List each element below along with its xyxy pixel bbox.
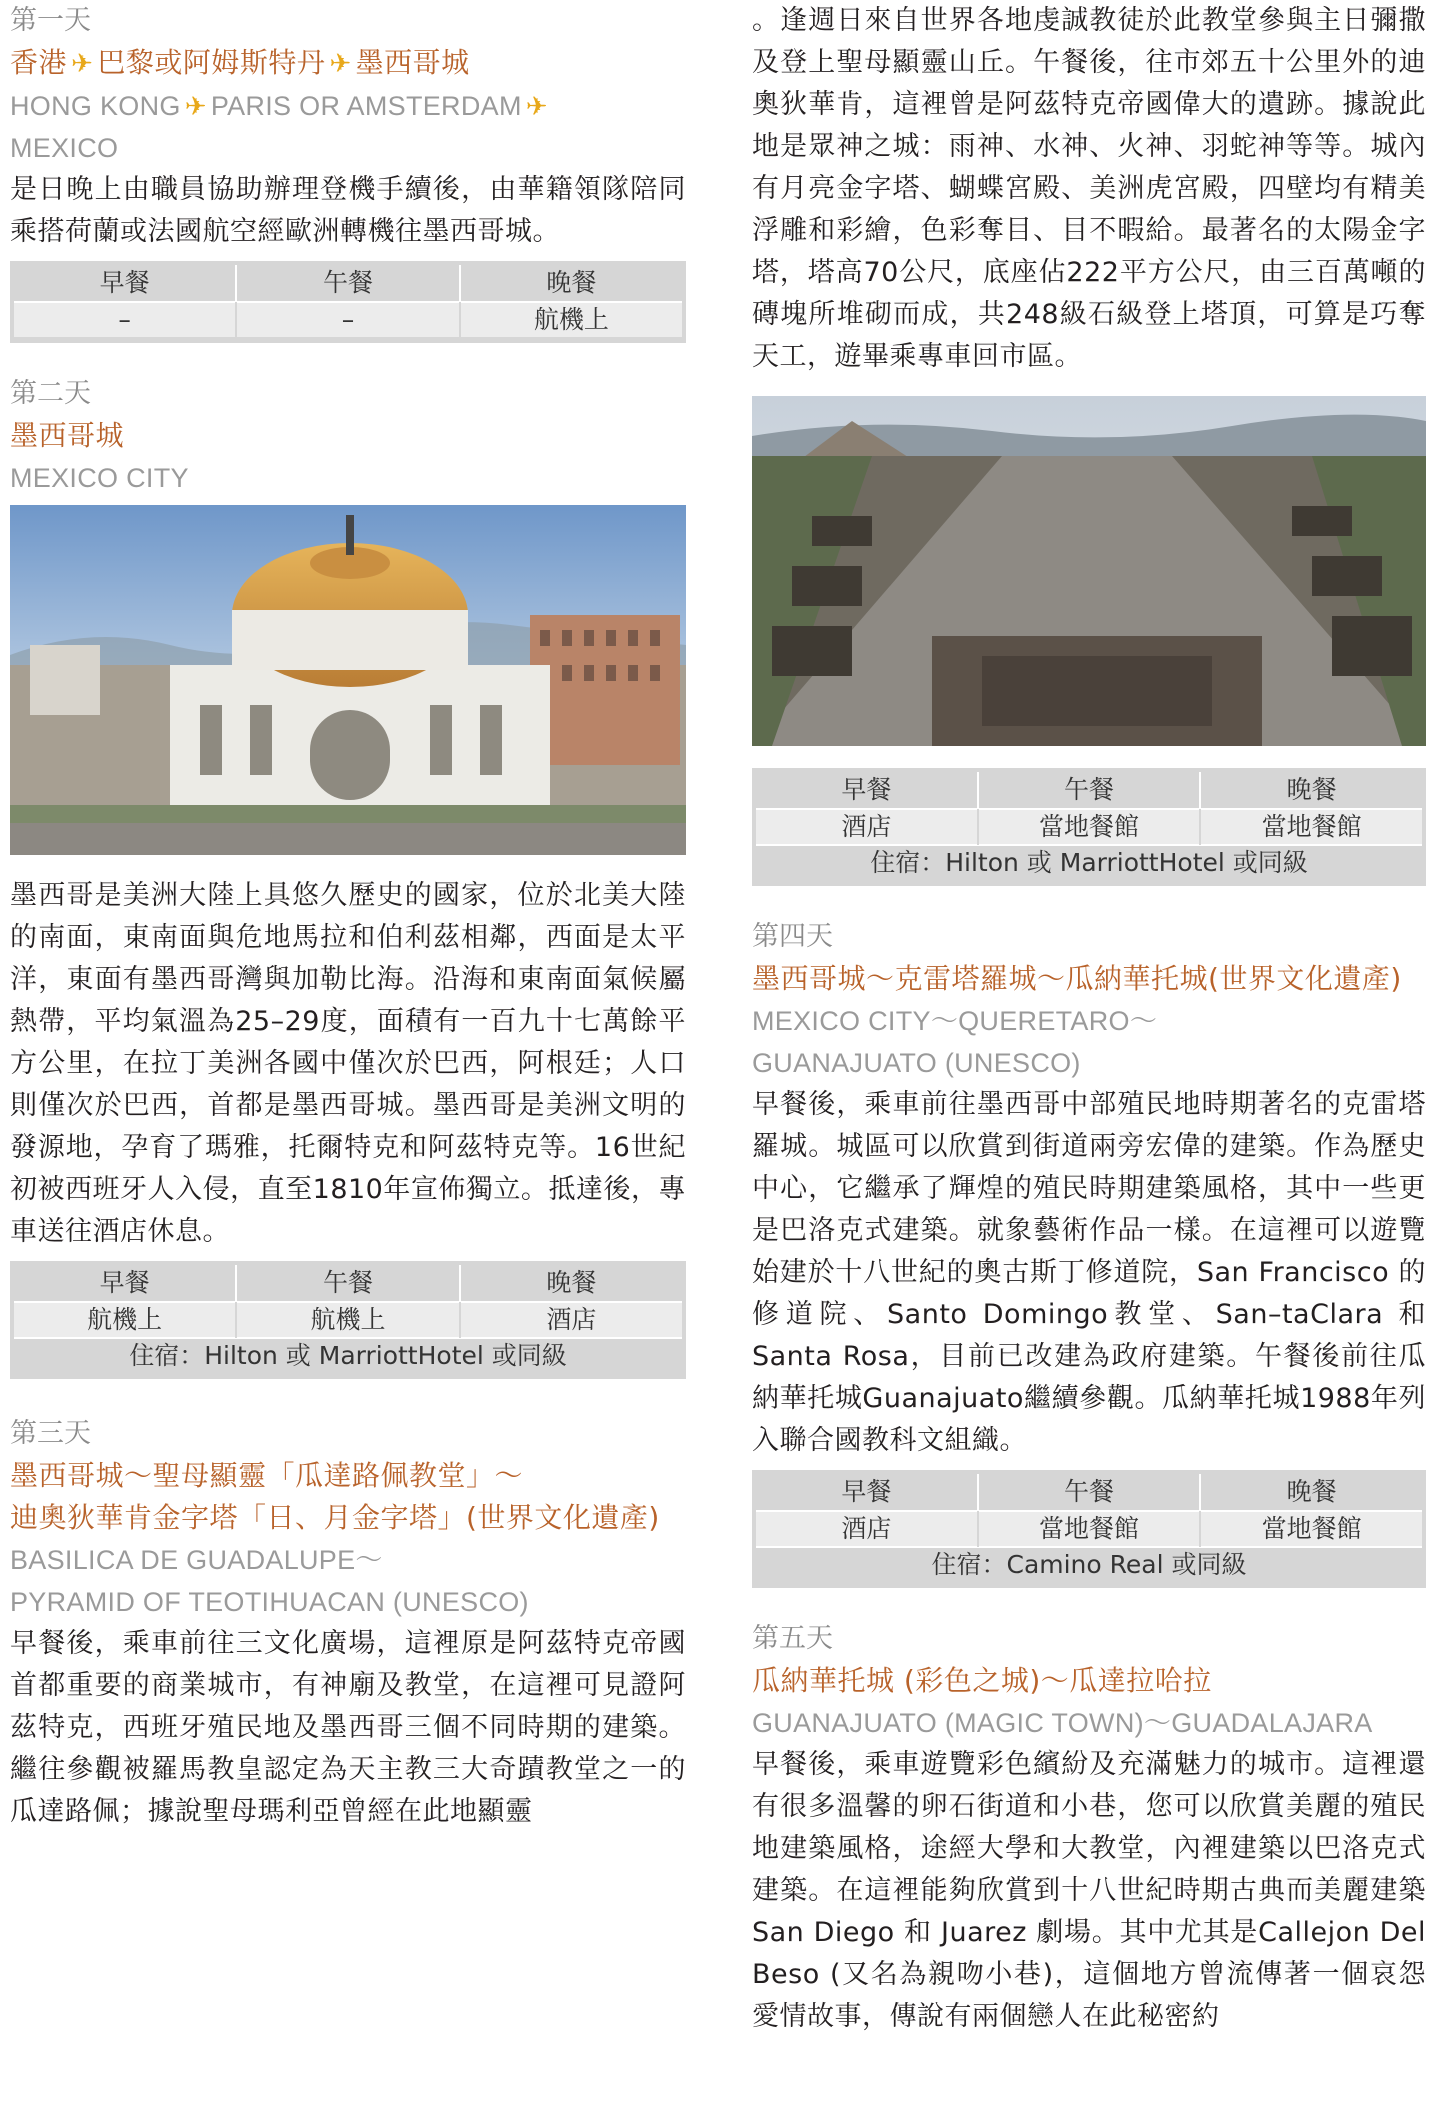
route-stop: 香港 — [10, 46, 68, 79]
meal-header: 午餐 — [235, 265, 458, 301]
day1-route-en — [10, 85, 686, 127]
route-stop: 墨西哥城 — [355, 46, 470, 79]
day1-section — [10, 0, 686, 343]
right-column — [752, 0, 1426, 2038]
meal-value: 當地餐館 — [1199, 809, 1422, 845]
meal-header: 午餐 — [977, 1474, 1200, 1510]
day1-body: 是日晚上由職員協助辦理登機手續後，由華籍領隊陪同乘搭荷蘭或法國航空經歐洲轉機往墨西哥城。 — [10, 174, 686, 247]
teotihuacan-photo — [752, 396, 1426, 746]
meal-header: 早餐 — [841, 1477, 892, 1506]
day3-body: 早餐後，乘車前往三文化廣場，這裡原是阿茲特克帝國首都重要的商業城市，有神廟及教堂，在這裡可見證阿茲特克，西班牙殖民地及墨西哥三個不同時期的建築。繼往參觀被羅馬教皇認定為天主教三大奇蹟教堂之一的瓜達路佩；據說聖母瑪利亞曾經在此地顯靈 — [10, 1628, 686, 1827]
palacio-illustration — [10, 505, 686, 855]
meal-value: 當地餐館 — [977, 1511, 1200, 1547]
day2-body: 墨西哥是美洲大陸上具悠久歷史的國家，位於北美大陸的南面，東南面與危地馬拉和伯利茲相鄰，西面是太平洋，東面有墨西哥灣與加勒比海。沿海和東南面氣候屬熱帶，平均氣溫為25–29度，面積有一百九十七萬餘平方公里，在拉丁美洲各國中僅次於巴西，阿根廷；人口則僅次於巴西，首都是墨西哥城。墨西哥是美洲文明的發源地，孕育了瑪雅，托爾特克和阿茲特克等。16世紀初被西班牙人入侵，直至1810年宣佈獨立。抵達後，專車送往酒店休息。 — [10, 880, 686, 1247]
day2-section — [10, 373, 686, 1379]
day3-body-continued: 。逢週日來自世界各地虔誠教徒於此教堂參與主日彌撒及登上聖母顯靈山丘。午餐後，往市郊五十公里外的迪奧狄華肯，這裡曾是阿茲特克帝國偉大的遺跡。據說此地是眾神之城：雨神、水神、火神、羽蛇神等等。城內有月亮金字塔、蝴蝶宮殿、美洲虎宮殿，四壁均有精美浮雕和彩繪，色彩奪目、目不暇給。最著名的太陽金字塔，塔高70公尺，底座佔222平方公尺，由三百萬噸的磚塊所堆砌而成，共248級石級登上塔頂，可算是巧奪天工，遊畢乘專車回市區。 — [752, 5, 1426, 372]
accommodation-text: 住宿：Camino Real 或同級 — [931, 1550, 1247, 1579]
airplane-icon: ✈ — [71, 49, 94, 79]
day1-route-en-2: MEXICO — [10, 133, 119, 163]
meal-header: 晚餐 — [1199, 772, 1422, 808]
day3-title-cn-2: 迪奧狄華肯金字塔「日、月金字塔」(世界文化遺產) — [10, 1501, 660, 1534]
meal-value: 酒店 — [841, 1514, 892, 1543]
day5-title-cn: 瓜納華托城 (彩色之城)～瓜達拉哈拉 — [752, 1664, 1212, 1697]
airplane-icon: ✈ — [525, 91, 548, 121]
day5-title-en: GUANAJUATO (MAGIC TOWN)～GUADALAJARA — [752, 1708, 1373, 1738]
day2-title-en: MEXICO CITY — [10, 463, 189, 493]
day1-route-cn — [10, 42, 686, 85]
meal-header-row — [756, 1474, 1422, 1510]
route-stop: PARIS OR AMSTERDAM — [210, 91, 522, 121]
day5-section — [752, 1618, 1426, 2038]
meal-value: 當地餐館 — [977, 809, 1200, 845]
accommodation-row — [756, 1546, 1422, 1582]
day3-continued-section — [752, 0, 1426, 886]
meal-value-row — [756, 808, 1422, 844]
meal-value: 航機上 — [235, 1302, 458, 1338]
day3-title-cn: 墨西哥城～聖母顯靈「瓜達路佩教堂」～ — [10, 1459, 524, 1492]
meal-value: – — [118, 305, 131, 334]
meal-value-row — [756, 1510, 1422, 1546]
meal-header: 早餐 — [841, 775, 892, 804]
accommodation-row — [14, 1337, 682, 1373]
meal-header: 晚餐 — [459, 1265, 682, 1301]
day3-title-en-2: PYRAMID OF TEOTIHUACAN (UNESCO) — [10, 1587, 529, 1617]
day3-title-en: BASILICA DE GUADALUPE～ — [10, 1545, 383, 1575]
accommodation-row — [756, 844, 1422, 880]
meal-table — [752, 1470, 1426, 1588]
day4-label: 第四天 — [752, 921, 833, 952]
day4-title-en-2: GUANAJUATO (UNESCO) — [752, 1048, 1081, 1078]
meal-header-row — [14, 265, 682, 301]
day4-section — [752, 916, 1426, 1588]
meal-header-row — [14, 1265, 682, 1301]
meal-value: – — [235, 302, 458, 338]
day4-body: 早餐後，乘車前往墨西哥中部殖民地時期著名的克雷塔羅城。城區可以欣賞到街道兩旁宏偉的建築。作為歷史中心，它繼承了輝煌的殖民時期建築風格，其中一些更是巴洛克式建築。就象藝術作品一樣。在這裡可以遊覽始建於十八世紀的奧古斯丁修道院，San Francisco 的修道院、Santo Domingo教堂、San–taClara 和 Santa Rosa，目前已改建為政府建築。午餐後前往瓜納華托城Guanajuato繼續參觀。瓜納華托城1988年列入聯合國教科文組織。 — [752, 1089, 1426, 1456]
airplane-icon: ✈ — [184, 91, 207, 121]
day4-title-en: MEXICO CITY～QUERETARO～ — [752, 1006, 1158, 1036]
day3-label: 第三天 — [10, 1418, 91, 1449]
meal-header: 晚餐 — [1199, 1474, 1422, 1510]
left-column — [10, 0, 686, 1833]
meal-value: 航機上 — [459, 302, 682, 338]
route-stop: HONG KONG — [10, 91, 181, 121]
meal-value: 酒店 — [459, 1302, 682, 1338]
accommodation-text: 住宿：Hilton 或 MarriottHotel 或同級 — [129, 1341, 567, 1370]
day2-title-cn: 墨西哥城 — [10, 419, 125, 452]
meal-header-row — [756, 772, 1422, 808]
accommodation-text: 住宿：Hilton 或 MarriottHotel 或同級 — [870, 848, 1308, 877]
route-stop: 巴黎或阿姆斯特丹 — [97, 46, 326, 79]
day4-title-cn: 墨西哥城～克雷塔羅城～瓜納華托城(世界文化遺產) — [752, 962, 1402, 995]
meal-header: 早餐 — [99, 1268, 150, 1297]
meal-value-row — [14, 1301, 682, 1337]
meal-value-row — [14, 301, 682, 337]
palacio-bellas-artes-photo — [10, 505, 686, 855]
day5-body: 早餐後，乘車遊覽彩色繽紛及充滿魅力的城市。這裡還有很多溫馨的卵石街道和小巷，您可以欣賞美麗的殖民地建築風格，途經大學和大教堂，內裡建築以巴洛克式建築。在這裡能夠欣賞到十八世紀時期古典而美麗建築 San Diego 和 Juarez 劇場。其中尤其是Callejon Del Beso (又名為親吻小巷)，這個地方曾流傳著一個哀怨愛情故事，傳說有兩個戀人在此秘密約 — [752, 1749, 1426, 2032]
meal-value: 航機上 — [87, 1305, 163, 1334]
meal-table — [10, 261, 686, 343]
day5-label: 第五天 — [752, 1623, 833, 1654]
day2-label: 第二天 — [10, 378, 91, 409]
meal-value: 當地餐館 — [1199, 1511, 1422, 1547]
meal-header: 午餐 — [235, 1265, 458, 1301]
meal-header: 早餐 — [99, 268, 150, 297]
day3-section — [10, 1413, 686, 1833]
airplane-icon: ✈ — [329, 49, 352, 79]
day1-label: 第一天 — [10, 5, 91, 36]
meal-value: 酒店 — [841, 812, 892, 841]
meal-header: 晚餐 — [459, 265, 682, 301]
meal-table — [752, 768, 1426, 886]
meal-header: 午餐 — [977, 772, 1200, 808]
meal-table — [10, 1261, 686, 1379]
teotihuacan-illustration — [752, 396, 1426, 746]
